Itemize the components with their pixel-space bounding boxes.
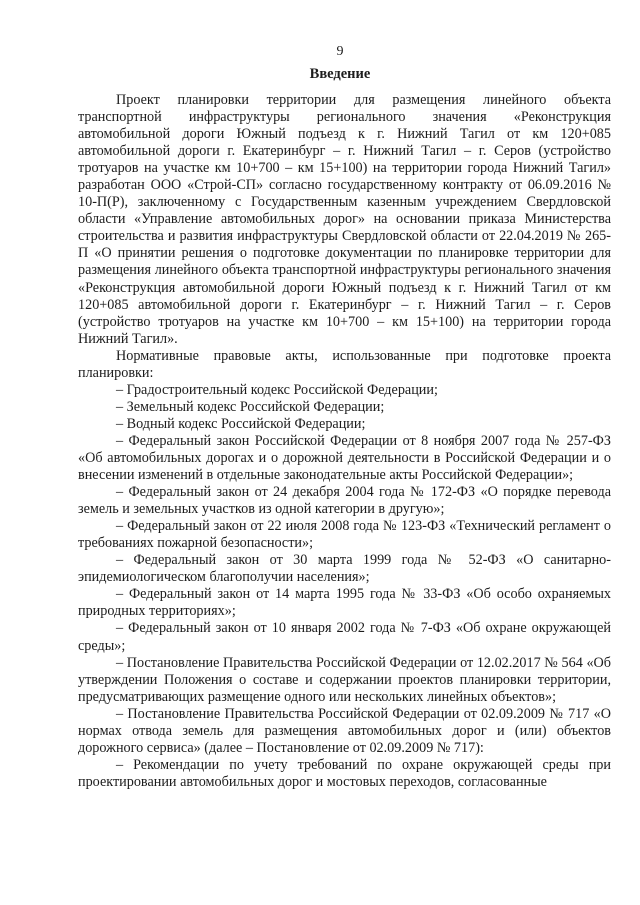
document-body: [78, 92, 611, 791]
act-item: – Постановление Правительства Российской Федерации от 02.09.2009 № 717 «О нормах отвода земель для размещения автомобильных дорог и (или) объектов дорожного сервиса» (далее – Постановление от 02.09.2009 № 717):: [78, 705, 611, 756]
act-item: – Федеральный закон от 10 января 2002 года № 7-ФЗ «Об охране окружающей среды»;: [78, 620, 611, 654]
act-item: – Федеральный закон от 14 марта 1995 года № 33-ФЗ «Об особо охраняемых природных территориях»;: [78, 586, 611, 620]
act-item: – Постановление Правительства Российской Федерации от 12.02.2017 № 564 «Об утверждении Положения о составе и содержании проектов планировки территории, предусматривающих размещение одного или нескольких линейных объектов»;: [78, 654, 611, 705]
act-item: – Земельный кодекс Российской Федерации;: [116, 398, 385, 415]
section-heading: Введение: [309, 66, 371, 82]
act-item: – Градостроительный кодекс Российской Федерации;: [116, 381, 438, 398]
act-item: – Федеральный закон Российской Федерации от 8 ноября 2007 года № 257-ФЗ «Об автомобильных дорогах и о дорожной деятельности в Российской Федерации и о внесении изменений в отдельные законодательные акты Российской Федерации»;: [78, 432, 611, 484]
act-item: – Рекомендации по учету требований по охране окружающей среды при проектировании автомобильных дорог и мостовых переходов, согласованные: [78, 756, 611, 790]
act-item: – Федеральный закон от 24 декабря 2004 года № 172-ФЗ «О порядке перевода земель и земельных участков из одной категории в другую»;: [78, 484, 611, 518]
intro-paragraph: Проект планировки территории для размещения линейного объекта транспортной инфраструктуры регионального значения «Реконструкция автомобильной дороги Южный подъезд к г. Нижний Тагил от км 120+085 автомобильной дороги г. Екатеринбург – г. Нижний Тагил – г. Серов (устройство тротуаров на участке км 10+700 – км 15+100) на территории города Нижний Тагил» разработан ООО «Строй-СП» согласно государственному контракту от 06.09.2016 № 10-П(Р), заключенному с Государственным казенным учреждением Свердловской области «Управление автомобильных дорог» на основании приказа Министерства строительства и развития инфраструктуры Свердловской области от 22.04.2019 № 265-П «О принятии решения о подготовке документации по планировке территории для размещения линейного объекта транспортной инфраструктуры регионального значения «Реконструкция автомобильной дороги Южный подъезд к г. Нижний Тагил от км 120+085 автомобильной дороги г. Екатеринбург – г. Нижний Тагил – г. Серов (устройство тротуаров на участке км 10+700 – км 15+100) на территории города Нижний Тагил».: [78, 92, 611, 347]
act-item: – Федеральный закон от 22 июля 2008 года № 123-ФЗ «Технический регламент о требованиях пожарной безопасности»;: [78, 518, 611, 552]
page-number: 9: [336, 44, 344, 59]
acts-intro-paragraph: Нормативные правовые акты, использованные при подготовке проекта планировки:: [78, 347, 611, 381]
act-item: – Водный кодекс Российской Федерации;: [116, 415, 366, 432]
act-item: – Федеральный закон от 30 марта 1999 года № 52-ФЗ «О санитарно-эпидемиологическом благополучии населения»;: [78, 552, 611, 586]
